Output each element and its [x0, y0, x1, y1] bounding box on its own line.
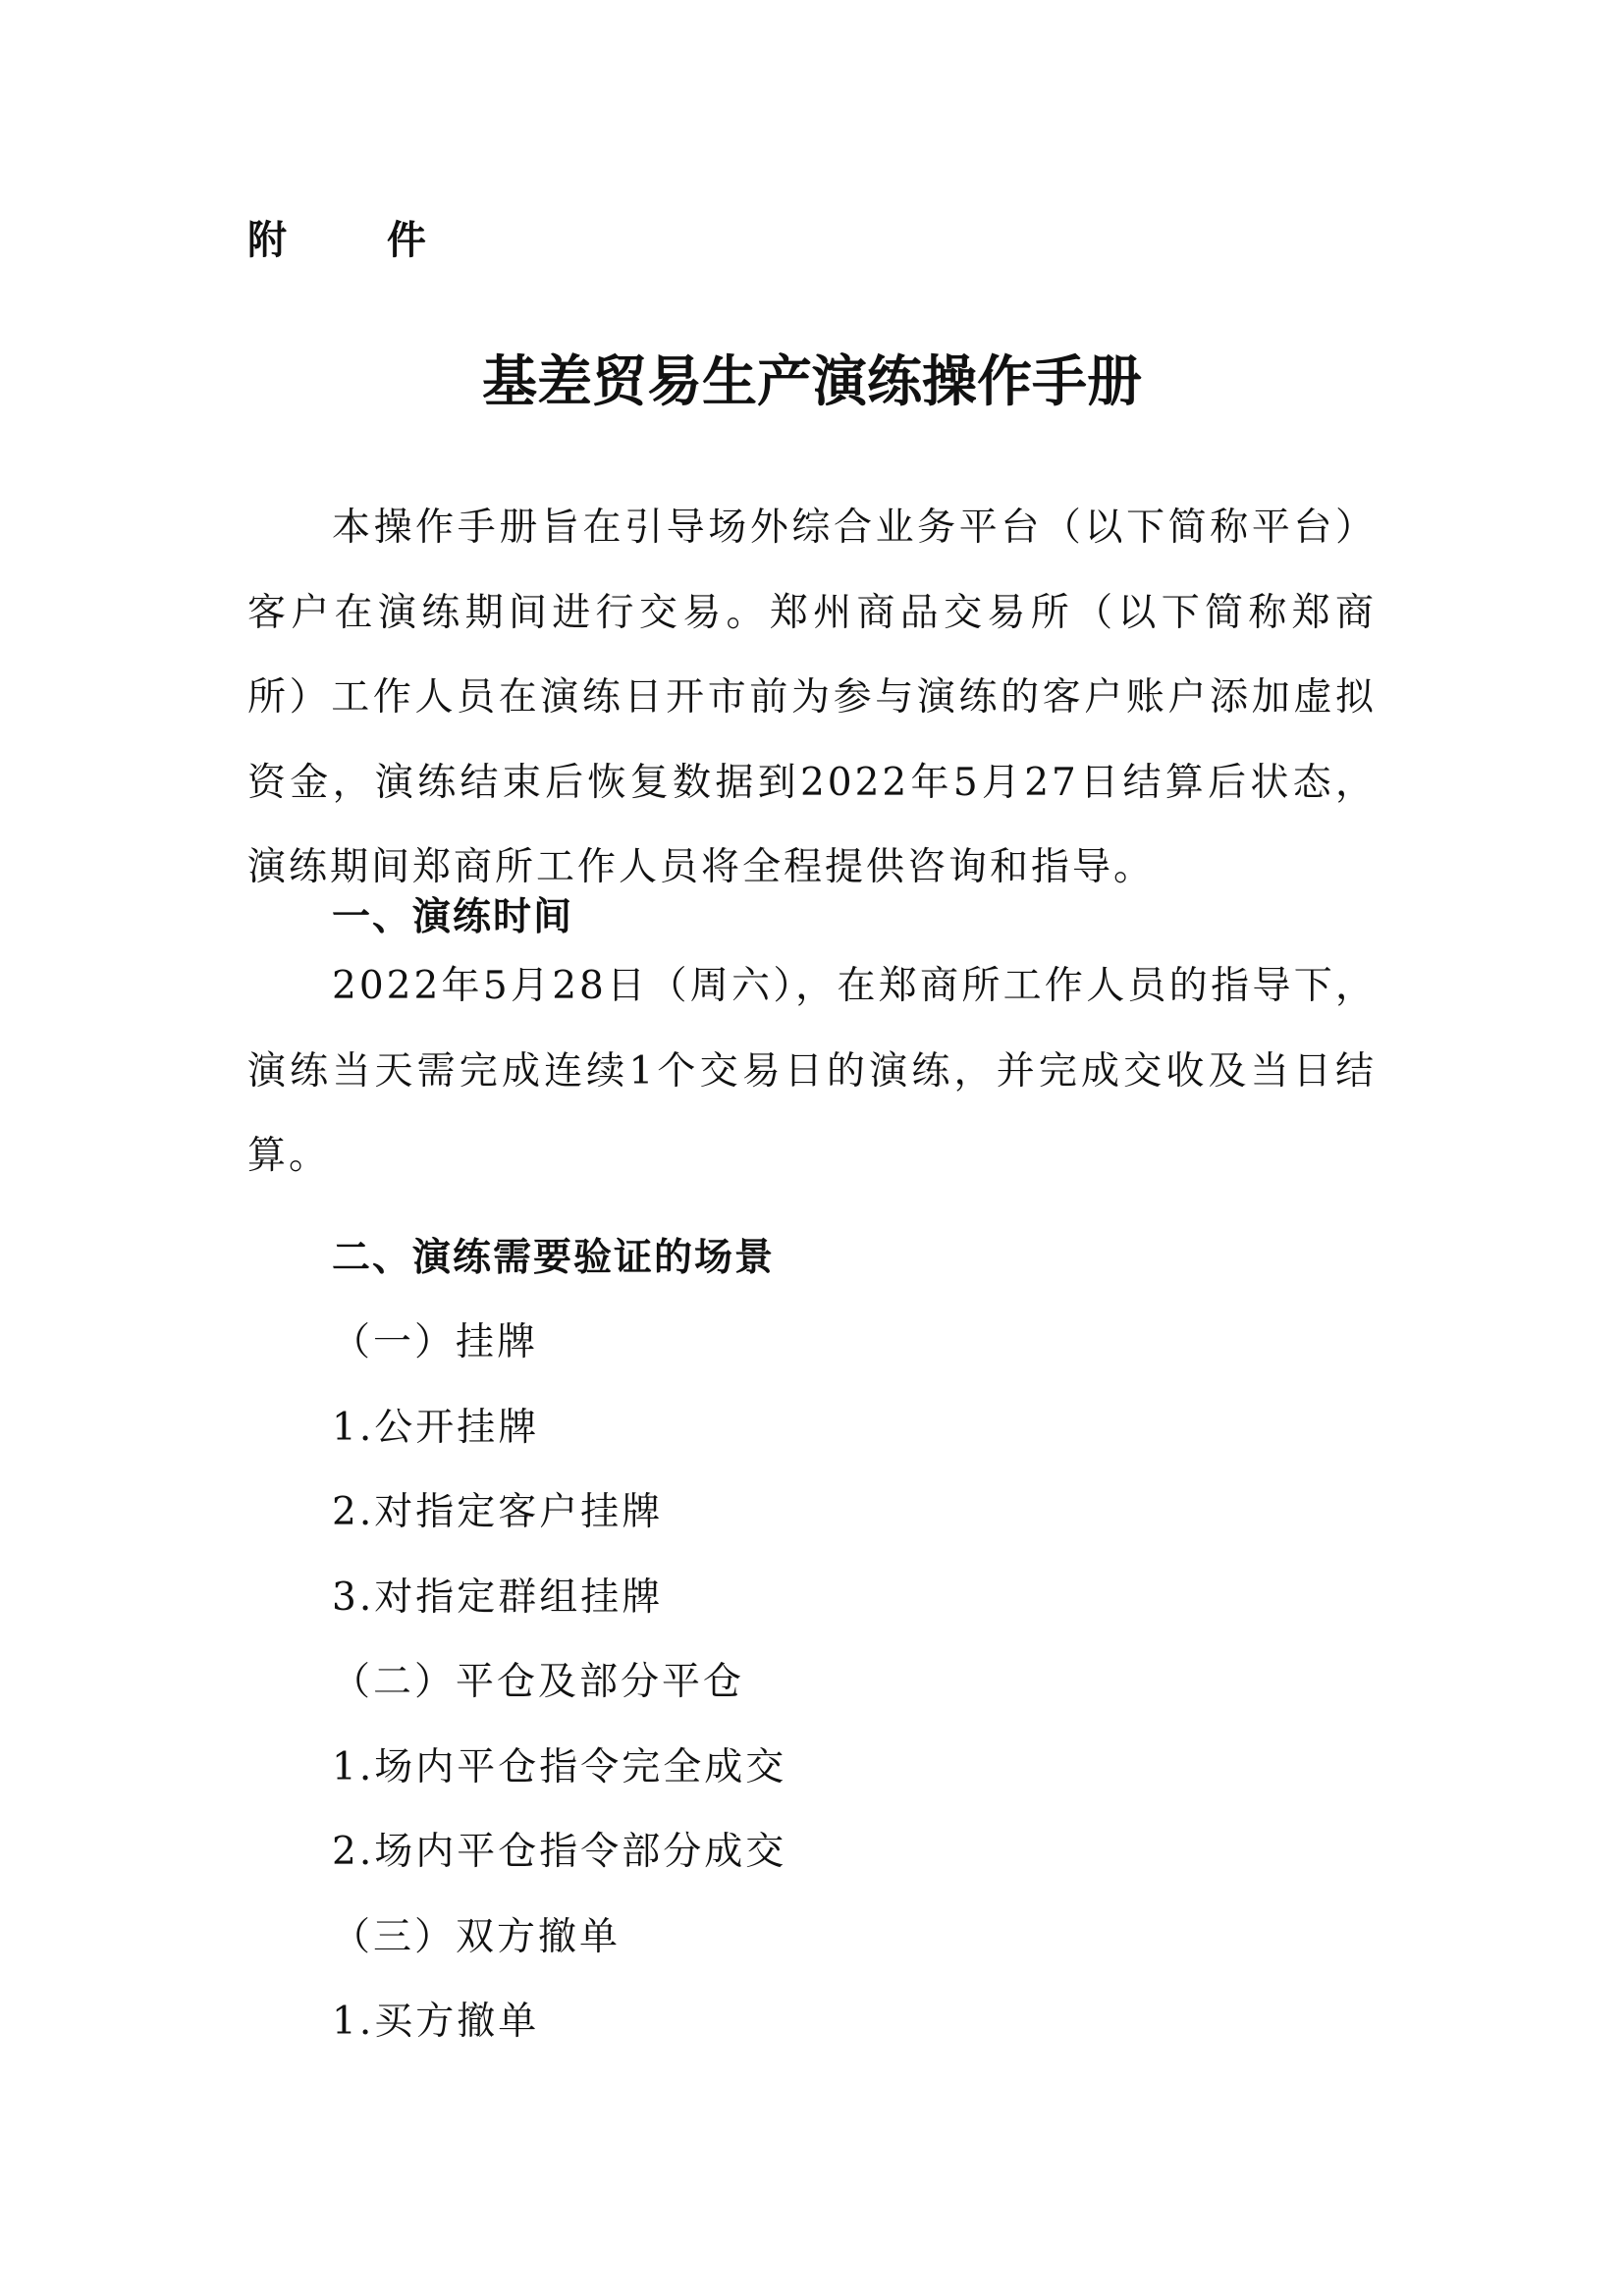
list-item: 3.对指定群组挂牌	[332, 1575, 664, 1620]
intro-paragraph: 本操作手册旨在引导场外综合业务平台（以下简称平台）客户在演练期间进行交易。郑州商品交易所（以下简称郑商所）工作人员在演练日开市前为参与演练的客户账户添加虚拟资金，演练结束后恢复数据到2022年5月27日结算后状态，演练期间郑商所工作人员将全程提供咨询和指导。	[247, 506, 1377, 889]
section-time-paragraph: 2022年5月28日（周六），在郑商所工作人员的指导下，演练当天需完成连续1个交易日的演练，并完成交收及当日结算。	[247, 964, 1377, 1178]
subsection-heading-cancel: （三）双方撤单	[332, 1915, 622, 1959]
section-heading-scenarios: 二、演练需要验证的场景	[332, 1236, 776, 1280]
subsection-heading-listing: （一）挂牌	[332, 1320, 539, 1364]
section-heading-time: 一、演练时间	[332, 895, 574, 939]
subsection-heading-close-position: （二）平仓及部分平仓	[332, 1660, 745, 1704]
list-item: 2.场内平仓指令部分成交	[332, 1830, 787, 1874]
list-item: 1.场内平仓指令完全成交	[332, 1745, 787, 1789]
document-title: 基差贸易生产演练操作手册	[482, 350, 1142, 414]
attachment-label: 附 件	[247, 218, 469, 263]
list-item: 1.买方撤单	[332, 2000, 540, 2044]
list-item: 1.公开挂牌	[332, 1406, 540, 1450]
list-item: 2.对指定客户挂牌	[332, 1490, 664, 1534]
